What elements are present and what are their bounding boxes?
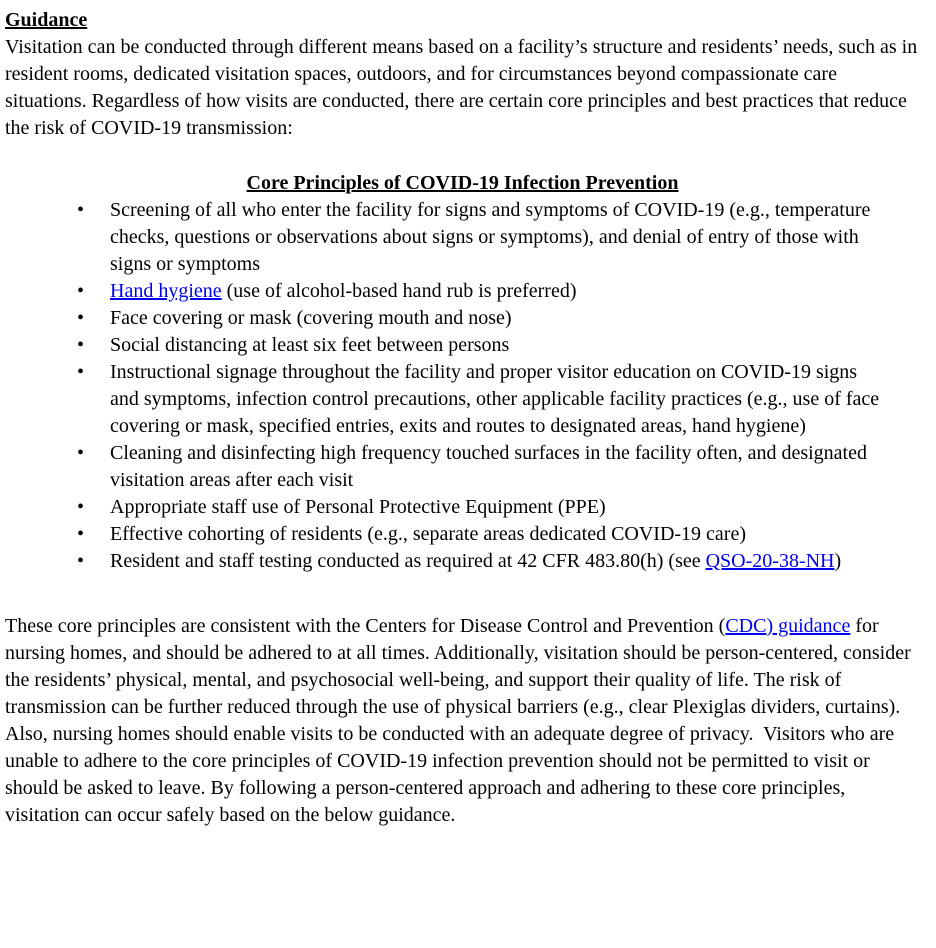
core-principles-list: [5, 197, 920, 575]
bullet-text: Appropriate staff use of Personal Protective Equipment (PPE): [110, 496, 606, 518]
bullet-ppe: [110, 494, 886, 521]
bullet-text: Instructional signage throughout the facility and proper visitor education on COVID-19 signs and symptoms, infection control precautions, other applicable facility practices (e.g., use of face covering or mask, specified entries, exits and routes to designated areas, hand hygiene): [110, 361, 885, 437]
hand-hygiene-link[interactable]: Hand hygiene: [110, 280, 222, 302]
bullet-text: Face covering or mask (covering mouth and nose): [110, 307, 512, 329]
bullet-text: Screening of all who enter the facility for signs and symptoms of COVID-19 (e.g., temperature checks, questions or observations about signs or symptoms), and denial of entry of those with signs or symptoms: [110, 199, 876, 275]
intro-text: Visitation can be conducted through different means based on a facility’s structure and residents’ needs, such as in resident rooms, dedicated visitation spaces, outdoors, and for circumstances beyond compassionate care situations. Regardless of how visits are conducted, there are certain core principles and best practices that reduce the risk of COVID-19 transmission:: [5, 36, 923, 139]
closing-text: These core principles are consistent with the Centers for Disease Control and Prevention (: [5, 615, 726, 637]
guidance-heading: Guidance: [5, 9, 88, 31]
bullet-social-distancing: [110, 332, 886, 359]
bullet-cohorting: [110, 521, 886, 548]
qso-20-38-nh-link[interactable]: QSO-20-38-NH: [705, 550, 835, 572]
intro-paragraph: [5, 34, 923, 142]
bullet-screening: [110, 197, 886, 278]
cdc-guidance-link[interactable]: CDC) guidance: [725, 615, 851, 637]
closing-paragraph: [5, 613, 920, 829]
bullet-signage: [110, 359, 886, 440]
bullet-hand-hygiene: [110, 278, 886, 305]
bullet-text: ): [834, 550, 842, 572]
bullet-text: Resident and staff testing conducted as required at 42 CFR 483.80(h) (see: [110, 550, 706, 572]
bullet-text: Effective cohorting of residents (e.g., separate areas dedicated COVID-19 care): [110, 523, 747, 545]
bullet-text: Social distancing at least six feet between persons: [110, 334, 510, 356]
bullet-text: (use of alcohol-based hand rub is preferred): [221, 280, 577, 302]
bullet-cleaning: [110, 440, 886, 494]
bullet-face-covering: [110, 305, 886, 332]
closing-text: for nursing homes, and should be adhered to at all times. Additionally, visitation should be person-centered, consider the residents’ physical, mental, and psychosocial well-being, and support their quality of life. The risk of transmission can be further reduced through the use of physical barriers (e.g., clear Plexiglas dividers, curtains). Also, nursing homes should enable visits to be conducted with an adequate degree of privacy. Visitors who are unable to adhere to the core principles of COVID-19 infection prevention should not be permitted to visit or should be asked to leave. By following a person-centered approach and adhering to these core principles, visitation can occur safely based on the below guidance.: [5, 615, 916, 826]
core-principles-heading: Core Principles of COVID-19 Infection Prevention: [246, 172, 679, 194]
bullet-testing: [110, 548, 886, 575]
bullet-text: Cleaning and disinfecting high frequency touched surfaces in the facility often, and designated visitation areas after each visit: [110, 442, 872, 491]
